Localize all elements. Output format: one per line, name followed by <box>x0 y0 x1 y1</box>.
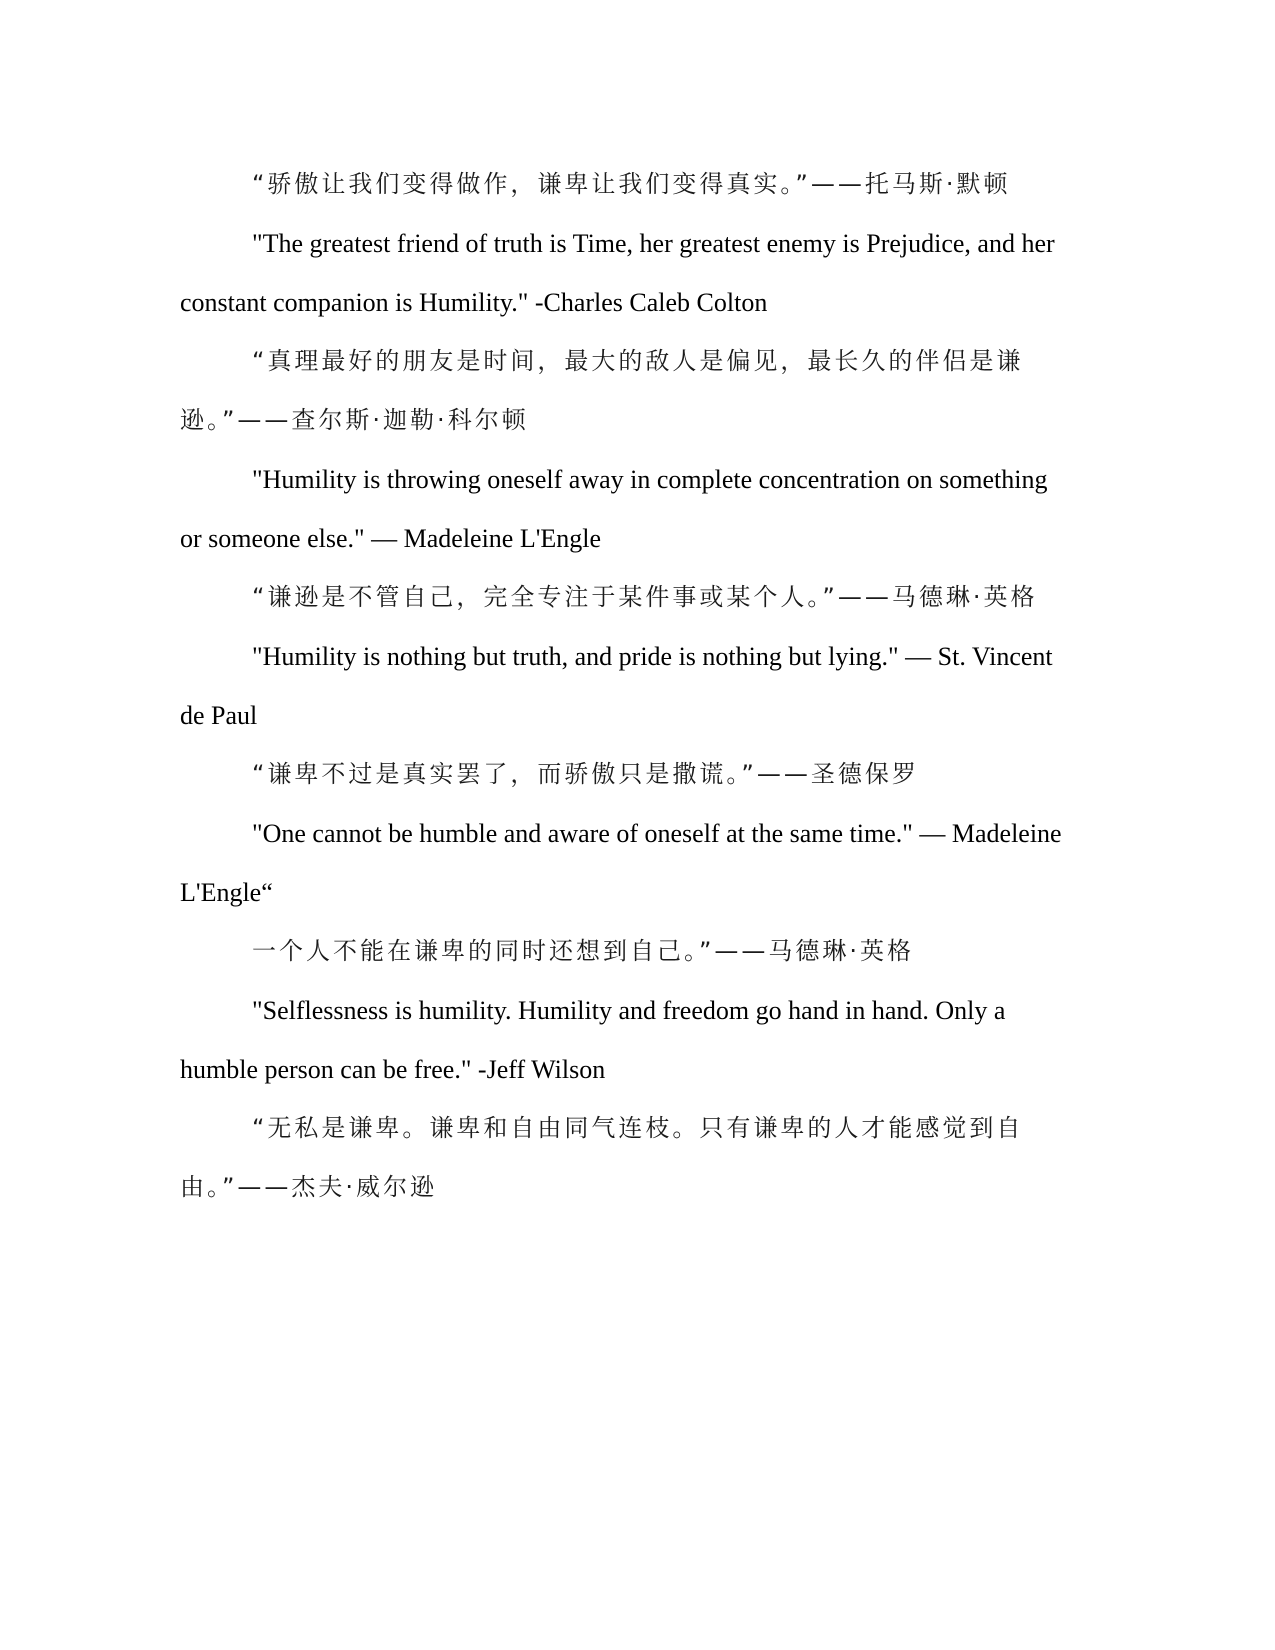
quote-vincent-zh: “谦卑不过是真实罢了，而骄傲只是撒谎。”——圣德保罗 <box>252 760 919 788</box>
quote-colton-zh: “真理最好的朋友是时间，最大的敌人是偏见，最长久的伴侣是谦逊。”——查尔斯·迦勒·科尔顿 <box>180 347 1024 434</box>
quote-colton-en: "The greatest friend of truth is Time, her greatest enemy is Prejudice, and her constant companion is Humility." -Charles Caleb Colton <box>180 229 1055 317</box>
quote-merton-zh: “骄傲让我们变得做作，谦卑让我们变得真实。”——托马斯·默顿 <box>252 170 1011 198</box>
quote-wilson-en: "Selflessness is humility. Humility and freedom go hand in hand. Only a humble person can be free." -Jeff Wilson <box>180 996 1006 1084</box>
quote-lengle2-zh: 一个人不能在谦卑的同时还想到自己。”——马德琳·英格 <box>252 937 915 965</box>
quote-vincent-en: "Humility is nothing but truth, and pride is nothing but lying." — St. Vincent de Paul <box>180 642 1053 730</box>
quote-lengle2-en: "One cannot be humble and aware of oneself at the same time." — Madeleine L'Engle“ <box>180 819 1062 907</box>
quote-lengle-en: "Humility is throwing oneself away in complete concentration on something or someone else." — Madeleine L'Engle <box>180 465 1048 553</box>
document-body <box>180 155 1075 1217</box>
quote-wilson-zh: “无私是谦卑。谦卑和自由同气连枝。只有谦卑的人才能感觉到自由。”——杰夫·威尔逊 <box>180 1114 1024 1201</box>
quote-lengle-zh: “谦逊是不管自己，完全专注于某件事或某个人。”——马德琳·英格 <box>252 583 1038 611</box>
